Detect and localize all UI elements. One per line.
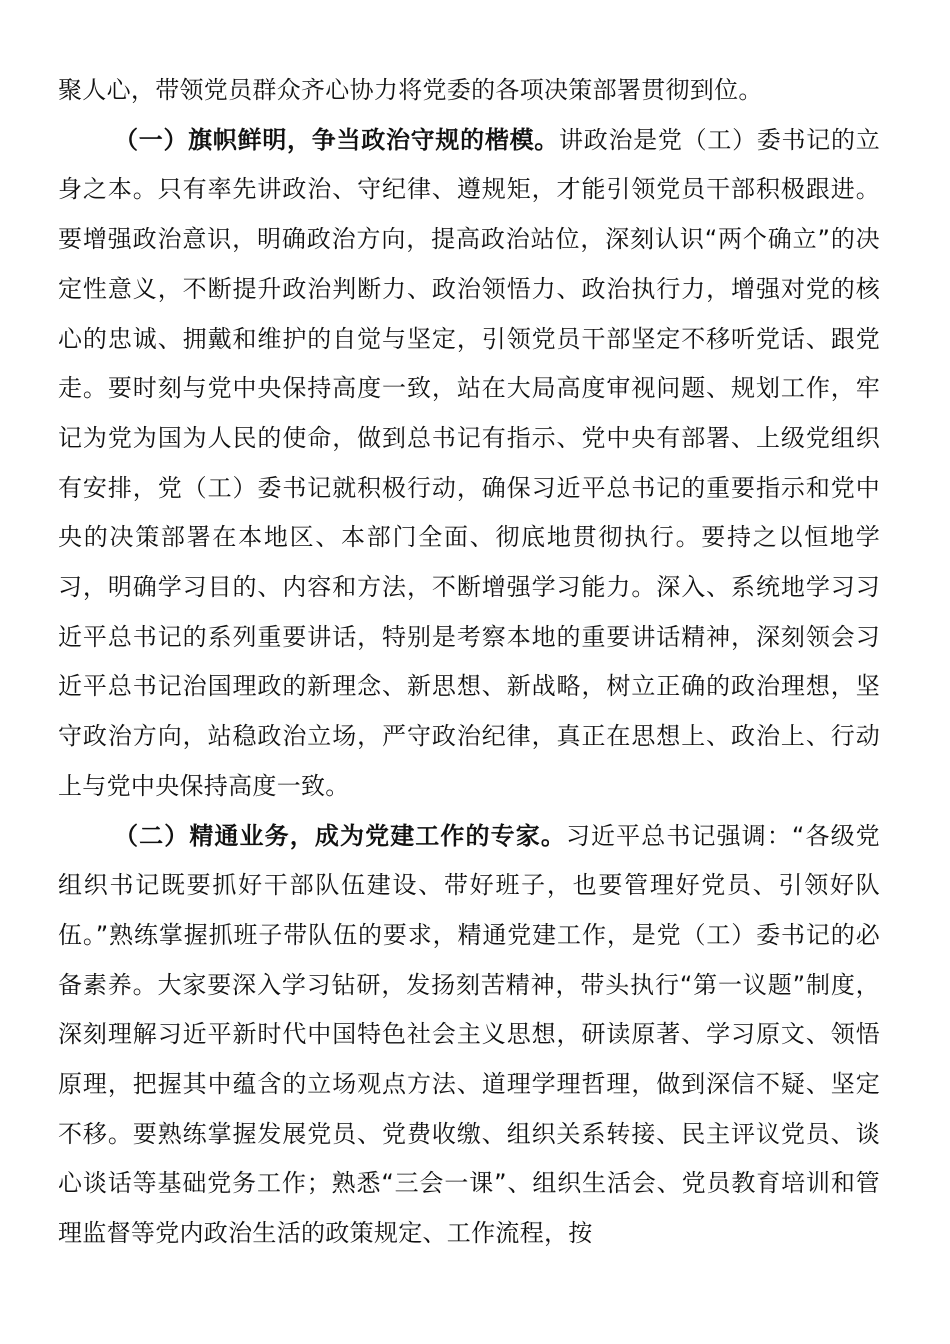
section-2-paragraph xyxy=(58,812,880,1259)
intro-paragraph: 聚人心，带领党员群众齐心协力将党委的各项决策部署贯彻到位。 xyxy=(58,76,763,104)
document-page xyxy=(58,66,880,1259)
section-1-paragraph xyxy=(58,116,880,812)
section-2-heading: （二）精通业务，成为党建工作的专家。 xyxy=(114,821,566,850)
section-1-body: 讲政治是党（工）委书记的立身之本。只有率先讲政治、守纪律、遵规矩，才能引领党员干部积极跟进。要增强政治意识，明确政治方向，提高政治站位，深刻认识“两个确立”的决定性意义，不断提升政治判断力、政治领悟力、政治执行力，增强对党的核心的忠诚、拥戴和维护的自觉与坚定，引领党员干部坚定不移听党话、跟党走。要时刻与党中央保持高度一致，站在大局高度审视问题、规划工作，牢记为党为国为人民的使命，做到总书记有指示、党中央有部署、上级党组织有安排，党（工）委书记就积极行动，确保习近平总书记的重要指示和党中央的决策部署在本地区、本部门全面、彻底地贯彻执行。要持之以恒地学习，明确学习目的、内容和方法，不断增强学习能力。深入、系统地学习习近平总书记的系列重要讲话，特别是考察本地的重要讲话精神，深刻领会习近平总书记治国理政的新理念、新思想、新战略，树立正确的政治理想，坚守政治方向，站稳政治立场，严守政治纪律，真正在思想上、政治上、行动上与党中央保持高度一致。 xyxy=(58,125,880,800)
section-2-body: 习近平总书记强调：“各级党组织书记既要抓好干部队伍建设、带好班子，也要管理好党员、引领好队伍。”熟练掌握抓班子带队伍的要求，精通党建工作，是党（工）委书记的必备素养。大家要深入学习钻研，发扬刻苦精神，带头执行“第一议题”制度，深刻理解习近平新时代中国特色社会主义思想，研读原著、学习原文、领悟原理，把握其中蕴含的立场观点方法、道理学理哲理，做到深信不疑、坚定不移。要熟练掌握发展党员、党费收缴、组织关系转接、民主评议党员、谈心谈话等基础党务工作；熟悉“三会一课”、组织生活会、党员教育培训和管理监督等党内政治生活的政策规定、工作流程，按 xyxy=(58,821,880,1248)
section-1-heading: （一）旗帜鲜明，争当政治守规的楷模。 xyxy=(114,125,560,154)
